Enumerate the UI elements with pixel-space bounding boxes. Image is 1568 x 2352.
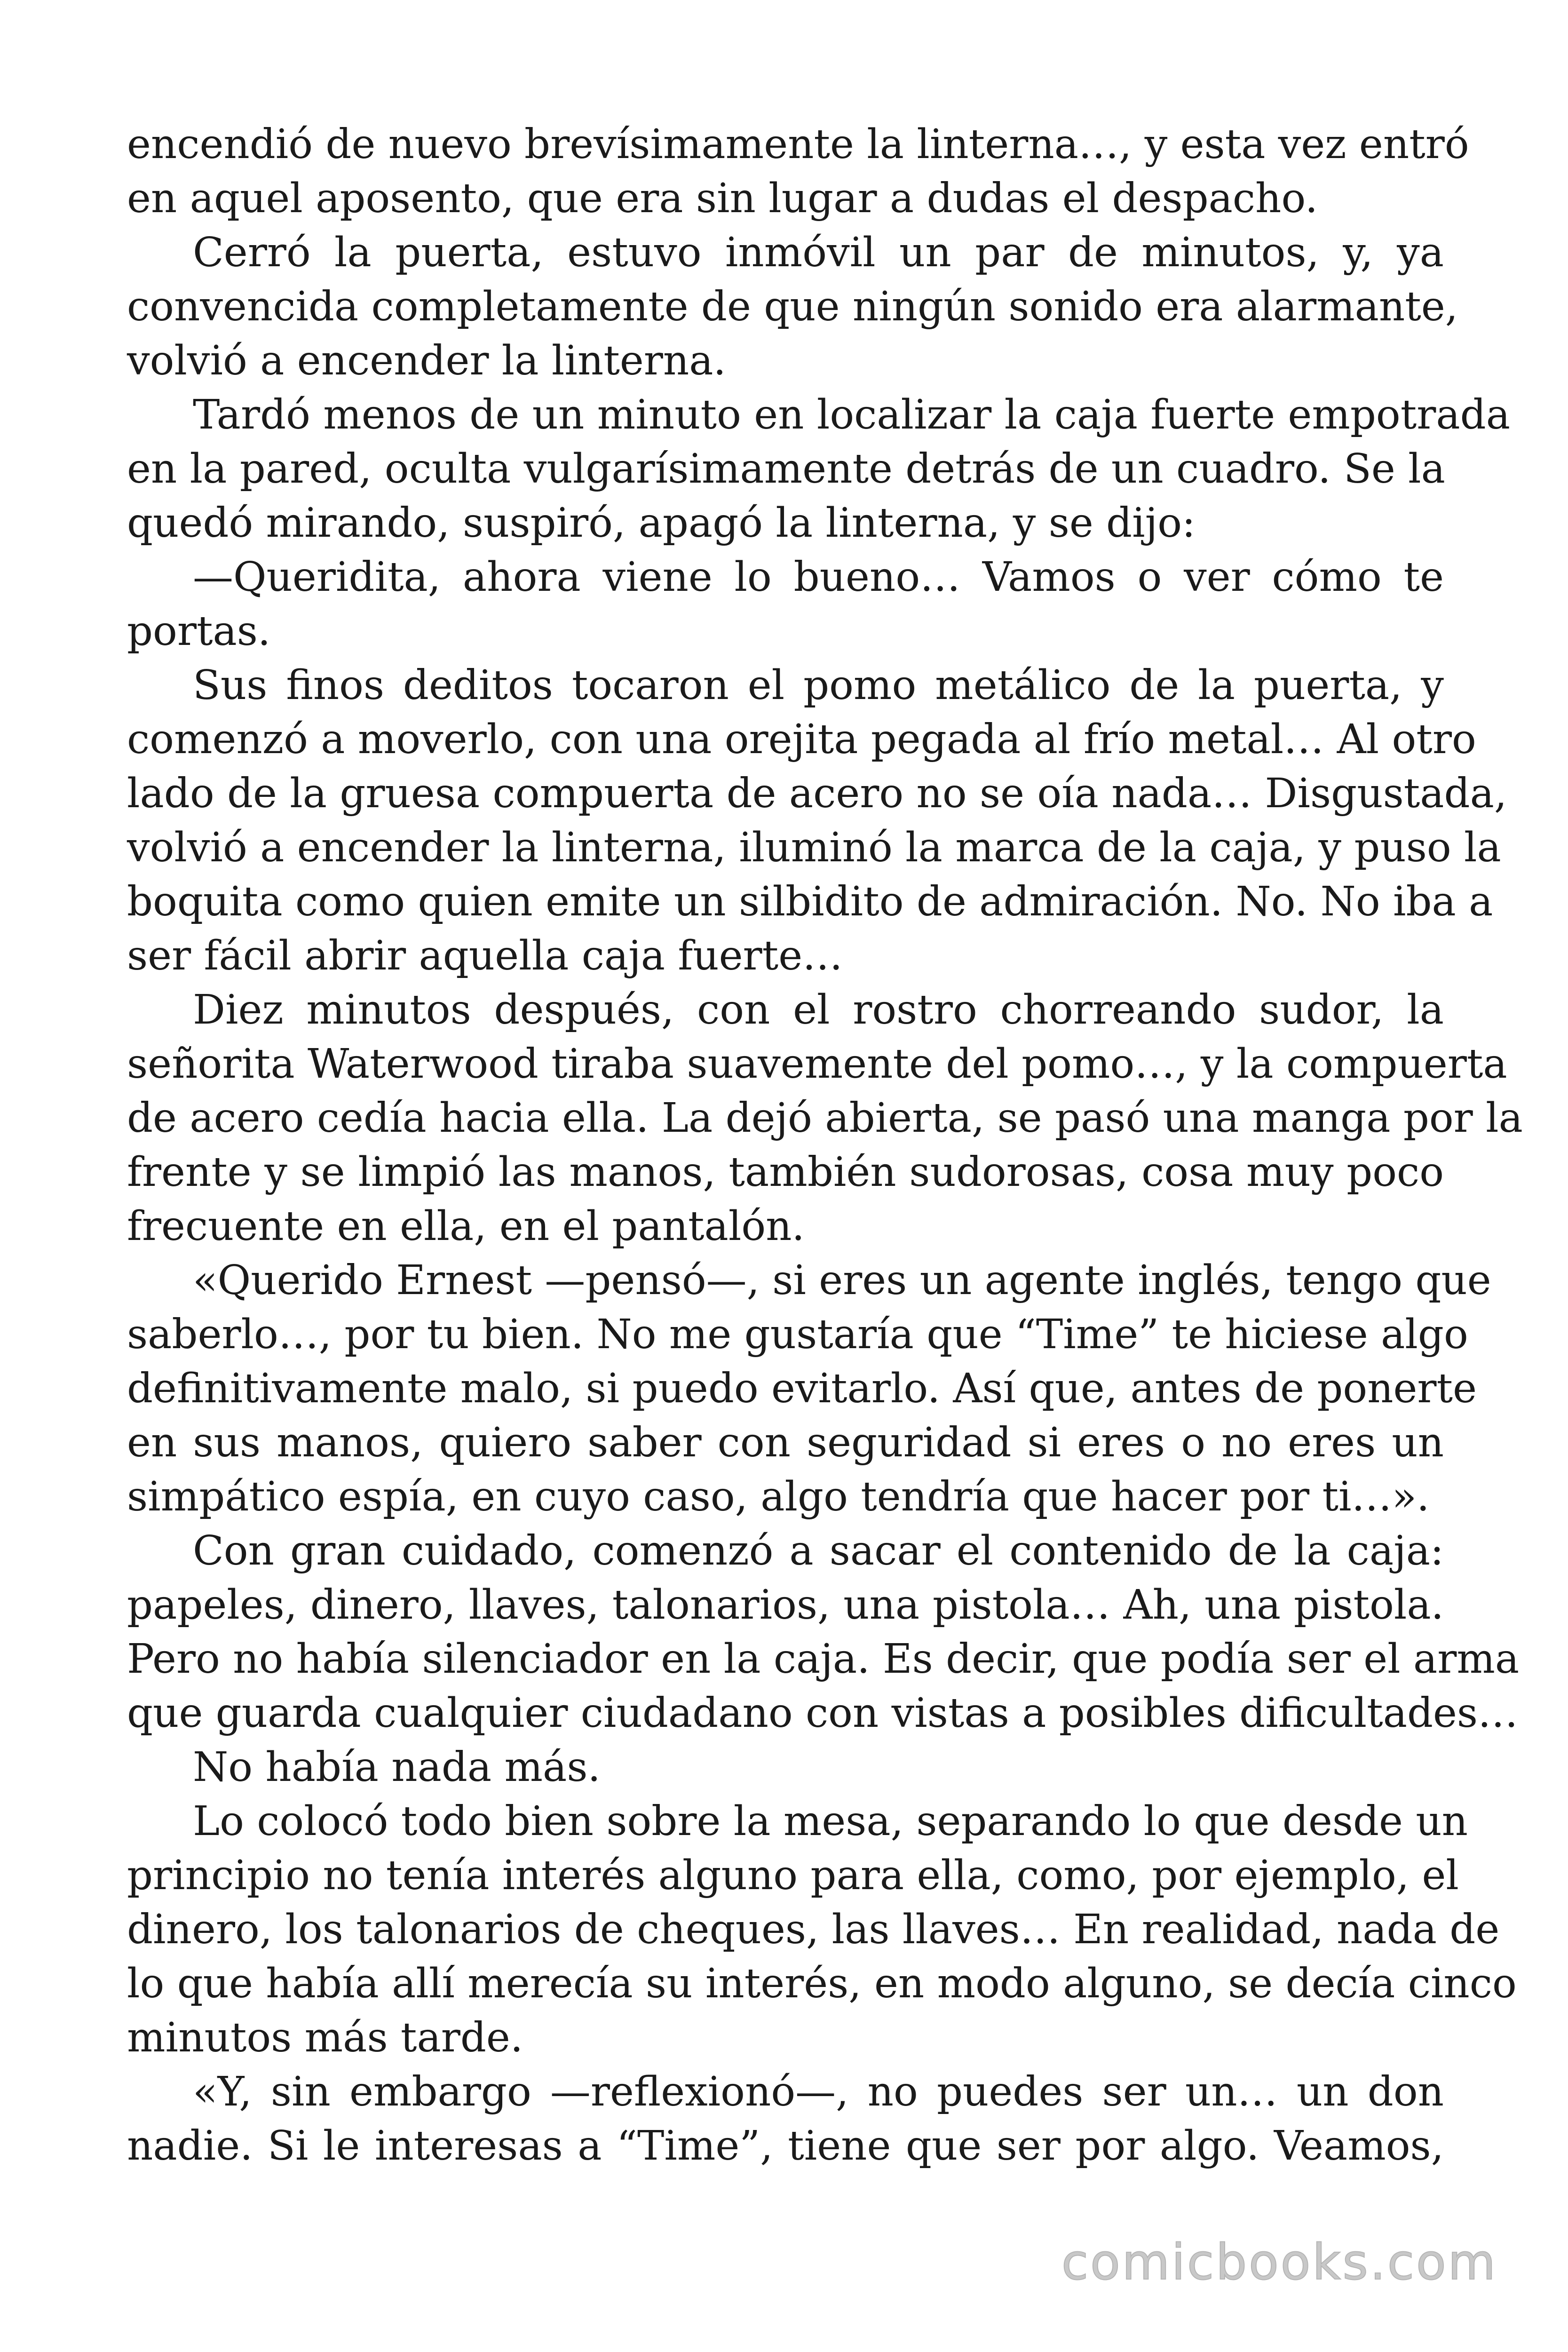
text-line: en sus manos, quiero saber con seguridad si eres o no eres un xyxy=(127,1419,1444,1466)
paragraph xyxy=(127,550,1444,659)
paragraph xyxy=(127,983,1523,1254)
text-line: definitivamente malo, si puedo evitarlo. Así que, antes de ponerte xyxy=(127,1365,1477,1412)
text-line: que guarda cualquier ciudadano con vistas a posibles dificultades… xyxy=(127,1690,1519,1737)
paragraph xyxy=(127,226,1458,388)
text-line: Diez minutos después, con el rostro chorreando sudor, la xyxy=(193,986,1444,1033)
text-line: señorita Waterwood tiraba suavemente del pomo…, y la compuerta xyxy=(127,1041,1507,1088)
paragraph xyxy=(127,1524,1520,1740)
text-line: quedó mirando, suspiró, apagó la linterna, y se dijo: xyxy=(127,500,1196,547)
text-line: saberlo…, por tu bien. No me gustaría que “Time” te hiciese algo xyxy=(127,1311,1468,1358)
text-line: —Queridita, ahora viene lo bueno… Vamos o ver cómo te xyxy=(193,554,1444,601)
text-line: nadie. Si le interesas a “Time”, tiene que ser por algo. Veamos, xyxy=(127,2122,1444,2169)
text-line: «Querido Ernest —pensó—, si eres un agente inglés, tengo que xyxy=(193,1257,1491,1304)
text-line: portas. xyxy=(127,608,271,655)
paragraph xyxy=(127,659,1507,983)
text-line: ser fácil abrir aquella caja fuerte… xyxy=(127,932,843,979)
text-line: boquita como quien emite un silbidito de admiración. No. No iba a xyxy=(127,878,1493,925)
text-line: dinero, los talonarios de cheques, las llaves… En realidad, nada de xyxy=(127,1906,1500,1953)
text-line: en la pared, oculta vulgarísimamente detrás de un cuadro. Se la xyxy=(127,445,1445,493)
text-line: No había nada más. xyxy=(193,1744,601,1791)
text-line: principio no tenía interés alguno para ella, como, por ejemplo, el xyxy=(127,1852,1459,1899)
text-line: frecuente en ella, en el pantalón. xyxy=(127,1203,805,1250)
text-line: convencida completamente de que ningún sonido era alarmante, xyxy=(127,283,1458,330)
text-line: Sus finos deditos tocaron el pomo metálico de la puerta, y xyxy=(193,662,1444,709)
text-line: «Y, sin embargo —reflexionó—, no puedes ser un… un don xyxy=(193,2068,1444,2115)
text-line: Cerró la puerta, estuvo inmóvil un par de minutos, y, ya xyxy=(193,229,1444,276)
text-line: volvió a encender la linterna. xyxy=(127,337,726,384)
text-line: simpático espía, en cuyo caso, algo tendría que hacer por ti…». xyxy=(127,1473,1430,1520)
text-line: frente y se limpió las manos, también sudorosas, cosa muy poco xyxy=(127,1149,1444,1196)
text-line: minutos más tarde. xyxy=(127,2014,523,2061)
text-line: lo que había allí merecía su interés, en modo alguno, se decía cinco xyxy=(127,1960,1517,2007)
text-line: Tardó menos de un minuto en localizar la caja fuerte empotrada xyxy=(193,391,1510,438)
text-line: Pero no había silenciador en la caja. Es decir, que podía ser el arma xyxy=(127,1636,1520,1683)
paragraph xyxy=(127,118,1469,226)
paragraph xyxy=(127,1254,1491,1524)
text-line: de acero cedía hacia ella. La dejó abierta, se pasó una manga por la xyxy=(127,1095,1523,1142)
paragraph xyxy=(127,388,1510,550)
text-line: Lo colocó todo bien sobre la mesa, separando lo que desde un xyxy=(193,1798,1468,1845)
text-line: papeles, dinero, llaves, talonarios, una pistola… Ah, una pistola. xyxy=(127,1581,1444,1629)
paragraph xyxy=(127,1795,1517,2065)
book-page-text xyxy=(127,118,1523,2173)
text-line: lado de la gruesa compuerta de acero no se oía nada… Disgustada, xyxy=(127,770,1507,817)
watermark: comicbooks.com xyxy=(1061,2233,1497,2291)
paragraph xyxy=(127,1740,1444,1795)
text-line: en aquel aposento, que era sin lugar a dudas el despacho. xyxy=(127,175,1318,222)
paragraph xyxy=(127,2065,1444,2173)
text-line: encendió de nuevo brevísimamente la linterna…, y esta vez entró xyxy=(127,121,1469,168)
text-line: volvió a encender la linterna, iluminó la marca de la caja, y puso la xyxy=(127,824,1501,871)
text-line: comenzó a moverlo, con una orejita pegada al frío metal… Al otro xyxy=(127,716,1476,763)
text-line: Con gran cuidado, comenzó a sacar el contenido de la caja: xyxy=(193,1527,1444,1574)
